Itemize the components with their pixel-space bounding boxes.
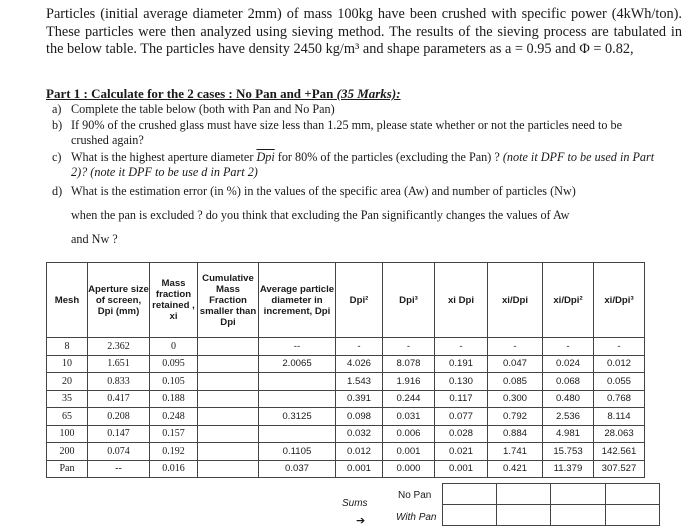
question-text: and Nw ? [71, 232, 118, 246]
question-text: Complete the table below (both with Pan and No Pan) [71, 102, 335, 116]
sum-cell[interactable] [443, 484, 497, 505]
question-label: d) [52, 184, 63, 198]
header-mass-fraction: Mass fraction retained , xi [150, 263, 198, 338]
question-text-a: What is the estimation error (in %) in the values of the specific area (Aw) and number of particles (Nw) [71, 184, 576, 198]
question-text-b: for 80% of the particles (excluding the Pan) ? [277, 150, 500, 164]
table-header-row [47, 263, 645, 338]
cell-xi-dpi: 0.077 [435, 408, 488, 426]
cell-mesh: Pan [47, 460, 88, 478]
cell-dpi2: 0.391 [336, 390, 383, 408]
cell-avg-diameter: 0.3125 [259, 408, 336, 426]
cell-cumulative[interactable] [198, 425, 259, 443]
header-mesh: Mesh [47, 263, 88, 338]
cell-xi-over-dpi3: - [594, 338, 645, 356]
question-label: c) [52, 150, 62, 164]
cell-xi-dpi: 0.021 [435, 443, 488, 461]
table-row [47, 425, 645, 443]
cell-aperture: -- [88, 460, 150, 478]
dpi-bar-symbol: $\overline{Dpi}$ [256, 150, 275, 164]
sieve-table [46, 262, 645, 478]
cell-dpi2: 0.001 [336, 460, 383, 478]
header-xi-dpi: xi Dpi [435, 263, 488, 338]
cell-aperture: 0.147 [88, 425, 150, 443]
cell-cumulative[interactable] [198, 355, 259, 373]
cell-dpi2: 1.543 [336, 373, 383, 391]
question-text [71, 184, 661, 199]
cell-xi-dpi: - [435, 338, 488, 356]
arrow-right-icon: ➔ [356, 514, 366, 527]
cell-mass-fraction: 0.095 [150, 355, 198, 373]
cell-xi-over-dpi3: 8.114 [594, 408, 645, 426]
sum-cell[interactable] [497, 505, 551, 526]
header-cumulative: Cumulative Mass Fraction smaller than Dpi [198, 263, 259, 338]
cell-avg-diameter: 0.037 [259, 460, 336, 478]
cell-mesh: 200 [47, 443, 88, 461]
cell-xi-dpi: 0.130 [435, 373, 488, 391]
question-text: If 90% of the crushed glass must have size less than 1.25 mm, please state whether or not the particles need to be crushed again? [71, 118, 622, 148]
cell-dpi3: 8.078 [383, 355, 435, 373]
cell-mass-fraction: 0.188 [150, 390, 198, 408]
cell-xi-dpi: 0.028 [435, 425, 488, 443]
cell-xi-over-dpi: 0.792 [488, 408, 543, 426]
cell-xi-over-dpi: 0.085 [488, 373, 543, 391]
cell-avg-diameter[interactable] [259, 373, 336, 391]
cell-xi-over-dpi: 0.884 [488, 425, 543, 443]
cell-mass-fraction: 0.192 [150, 443, 198, 461]
cell-dpi3: 0.006 [383, 425, 435, 443]
cell-mass-fraction: 0.105 [150, 373, 198, 391]
part-marks: (35 Marks): [336, 86, 401, 101]
table-row [47, 373, 645, 391]
cell-dpi3: 0.001 [383, 443, 435, 461]
cell-xi-over-dpi2: - [543, 338, 594, 356]
cell-xi-over-dpi3: 142.561 [594, 443, 645, 461]
cell-aperture: 0.208 [88, 408, 150, 426]
cell-xi-over-dpi: - [488, 338, 543, 356]
part-heading-text: Part 1 : Calculate for the 2 cases : No Pan and +Pan [46, 86, 334, 101]
cell-aperture: 1.651 [88, 355, 150, 373]
header-dpi2: Dpi² [336, 263, 383, 338]
sums-row-with-pan [443, 505, 660, 526]
cell-xi-over-dpi2: 0.068 [543, 373, 594, 391]
cell-xi-over-dpi: 0.047 [488, 355, 543, 373]
cell-avg-diameter: -- [259, 338, 336, 356]
cell-xi-over-dpi3: 307.527 [594, 460, 645, 478]
cell-cumulative[interactable] [198, 390, 259, 408]
header-avg-diameter: Average particle diameter in increment, Dpi [259, 263, 336, 338]
header-xi-over-dpi3: xi/Dpi³ [594, 263, 645, 338]
cell-dpi3: - [383, 338, 435, 356]
cell-xi-over-dpi3: 0.012 [594, 355, 645, 373]
cell-mesh: 20 [47, 373, 88, 391]
cell-xi-dpi: 0.117 [435, 390, 488, 408]
question-note: (note it DPF to be used in Part 2)? (note it DPF to be use d in Part 2) [71, 150, 655, 180]
cell-aperture: 0.833 [88, 373, 150, 391]
cell-cumulative[interactable] [198, 338, 259, 356]
cell-avg-diameter[interactable] [259, 390, 336, 408]
cell-aperture: 0.417 [88, 390, 150, 408]
sum-cell[interactable] [497, 484, 551, 505]
cell-mass-fraction: 0.157 [150, 425, 198, 443]
cell-xi-dpi: 0.001 [435, 460, 488, 478]
cell-dpi2: 0.032 [336, 425, 383, 443]
sum-cell[interactable] [605, 505, 659, 526]
cell-xi-over-dpi2: 15.753 [543, 443, 594, 461]
cell-dpi2: 0.012 [336, 443, 383, 461]
question-text [71, 150, 661, 180]
question-label: a) [52, 102, 62, 116]
cell-avg-diameter: 0.1105 [259, 443, 336, 461]
sum-cell[interactable] [551, 505, 605, 526]
table-row [47, 338, 645, 356]
sums-label: Sums [342, 498, 368, 509]
cell-cumulative[interactable] [198, 373, 259, 391]
table-row [47, 460, 645, 478]
table-row [47, 355, 645, 373]
cell-xi-over-dpi: 1.741 [488, 443, 543, 461]
cell-dpi3: 0.031 [383, 408, 435, 426]
cell-mesh: 100 [47, 425, 88, 443]
sums-table [442, 483, 660, 526]
part-heading [46, 86, 401, 102]
cell-mesh: 65 [47, 408, 88, 426]
cell-xi-over-dpi3: 28.063 [594, 425, 645, 443]
intro-paragraph: Particles (initial average diameter 2mm) of mass 100kg have been crushed with specific power (4kWh/ton). These particles were then analyzed using sieving method. The results of the sieving process are tabulated in the below table. The particles have density 2450 kg/m³ and shape parameters as a = 0.95 and Φ = 0.82, [46, 6, 682, 58]
cell-aperture: 2.362 [88, 338, 150, 356]
cell-aperture: 0.074 [88, 443, 150, 461]
cell-dpi3: 0.000 [383, 460, 435, 478]
cell-mass-fraction: 0 [150, 338, 198, 356]
cell-avg-diameter: 2.0065 [259, 355, 336, 373]
header-xi-over-dpi: xi/Dpi [488, 263, 543, 338]
cell-dpi3: 1.916 [383, 373, 435, 391]
cell-mesh: 35 [47, 390, 88, 408]
cell-cumulative[interactable] [198, 460, 259, 478]
cell-xi-over-dpi3: 0.768 [594, 390, 645, 408]
question-text: when the pan is excluded ? do you think that excluding the Pan significantly changes the values of Aw [71, 208, 570, 222]
cell-xi-over-dpi2: 11.379 [543, 460, 594, 478]
header-xi-over-dpi2: xi/Dpi² [543, 263, 594, 338]
cell-xi-over-dpi: 0.300 [488, 390, 543, 408]
sum-cell[interactable] [443, 505, 497, 526]
header-aperture: Aperture size of screen, Dpi (mm) [88, 263, 150, 338]
cell-mass-fraction: 0.016 [150, 460, 198, 478]
cell-xi-over-dpi3: 0.055 [594, 373, 645, 391]
with-pan-label: With Pan [396, 512, 437, 523]
cell-xi-dpi: 0.191 [435, 355, 488, 373]
cell-mesh: 8 [47, 338, 88, 356]
cell-xi-over-dpi2: 0.480 [543, 390, 594, 408]
cell-mesh: 10 [47, 355, 88, 373]
cell-dpi3: 0.244 [383, 390, 435, 408]
cell-xi-over-dpi2: 2.536 [543, 408, 594, 426]
cell-xi-over-dpi: 0.421 [488, 460, 543, 478]
cell-dpi2: - [336, 338, 383, 356]
cell-xi-over-dpi2: 4.981 [543, 425, 594, 443]
table-row [47, 443, 645, 461]
cell-xi-over-dpi2: 0.024 [543, 355, 594, 373]
cell-cumulative[interactable] [198, 408, 259, 426]
cell-mass-fraction: 0.248 [150, 408, 198, 426]
cell-cumulative[interactable] [198, 443, 259, 461]
question-label: b) [52, 118, 63, 132]
table-row [47, 390, 645, 408]
sum-cell[interactable] [605, 484, 659, 505]
cell-avg-diameter[interactable] [259, 425, 336, 443]
sums-row-no-pan [443, 484, 660, 505]
header-dpi3: Dpi³ [383, 263, 435, 338]
cell-dpi2: 4.026 [336, 355, 383, 373]
sum-cell[interactable] [551, 484, 605, 505]
question-text-a: What is the highest aperture diameter [71, 150, 254, 164]
cell-dpi2: 0.098 [336, 408, 383, 426]
no-pan-label: No Pan [398, 490, 432, 501]
table-row [47, 408, 645, 426]
